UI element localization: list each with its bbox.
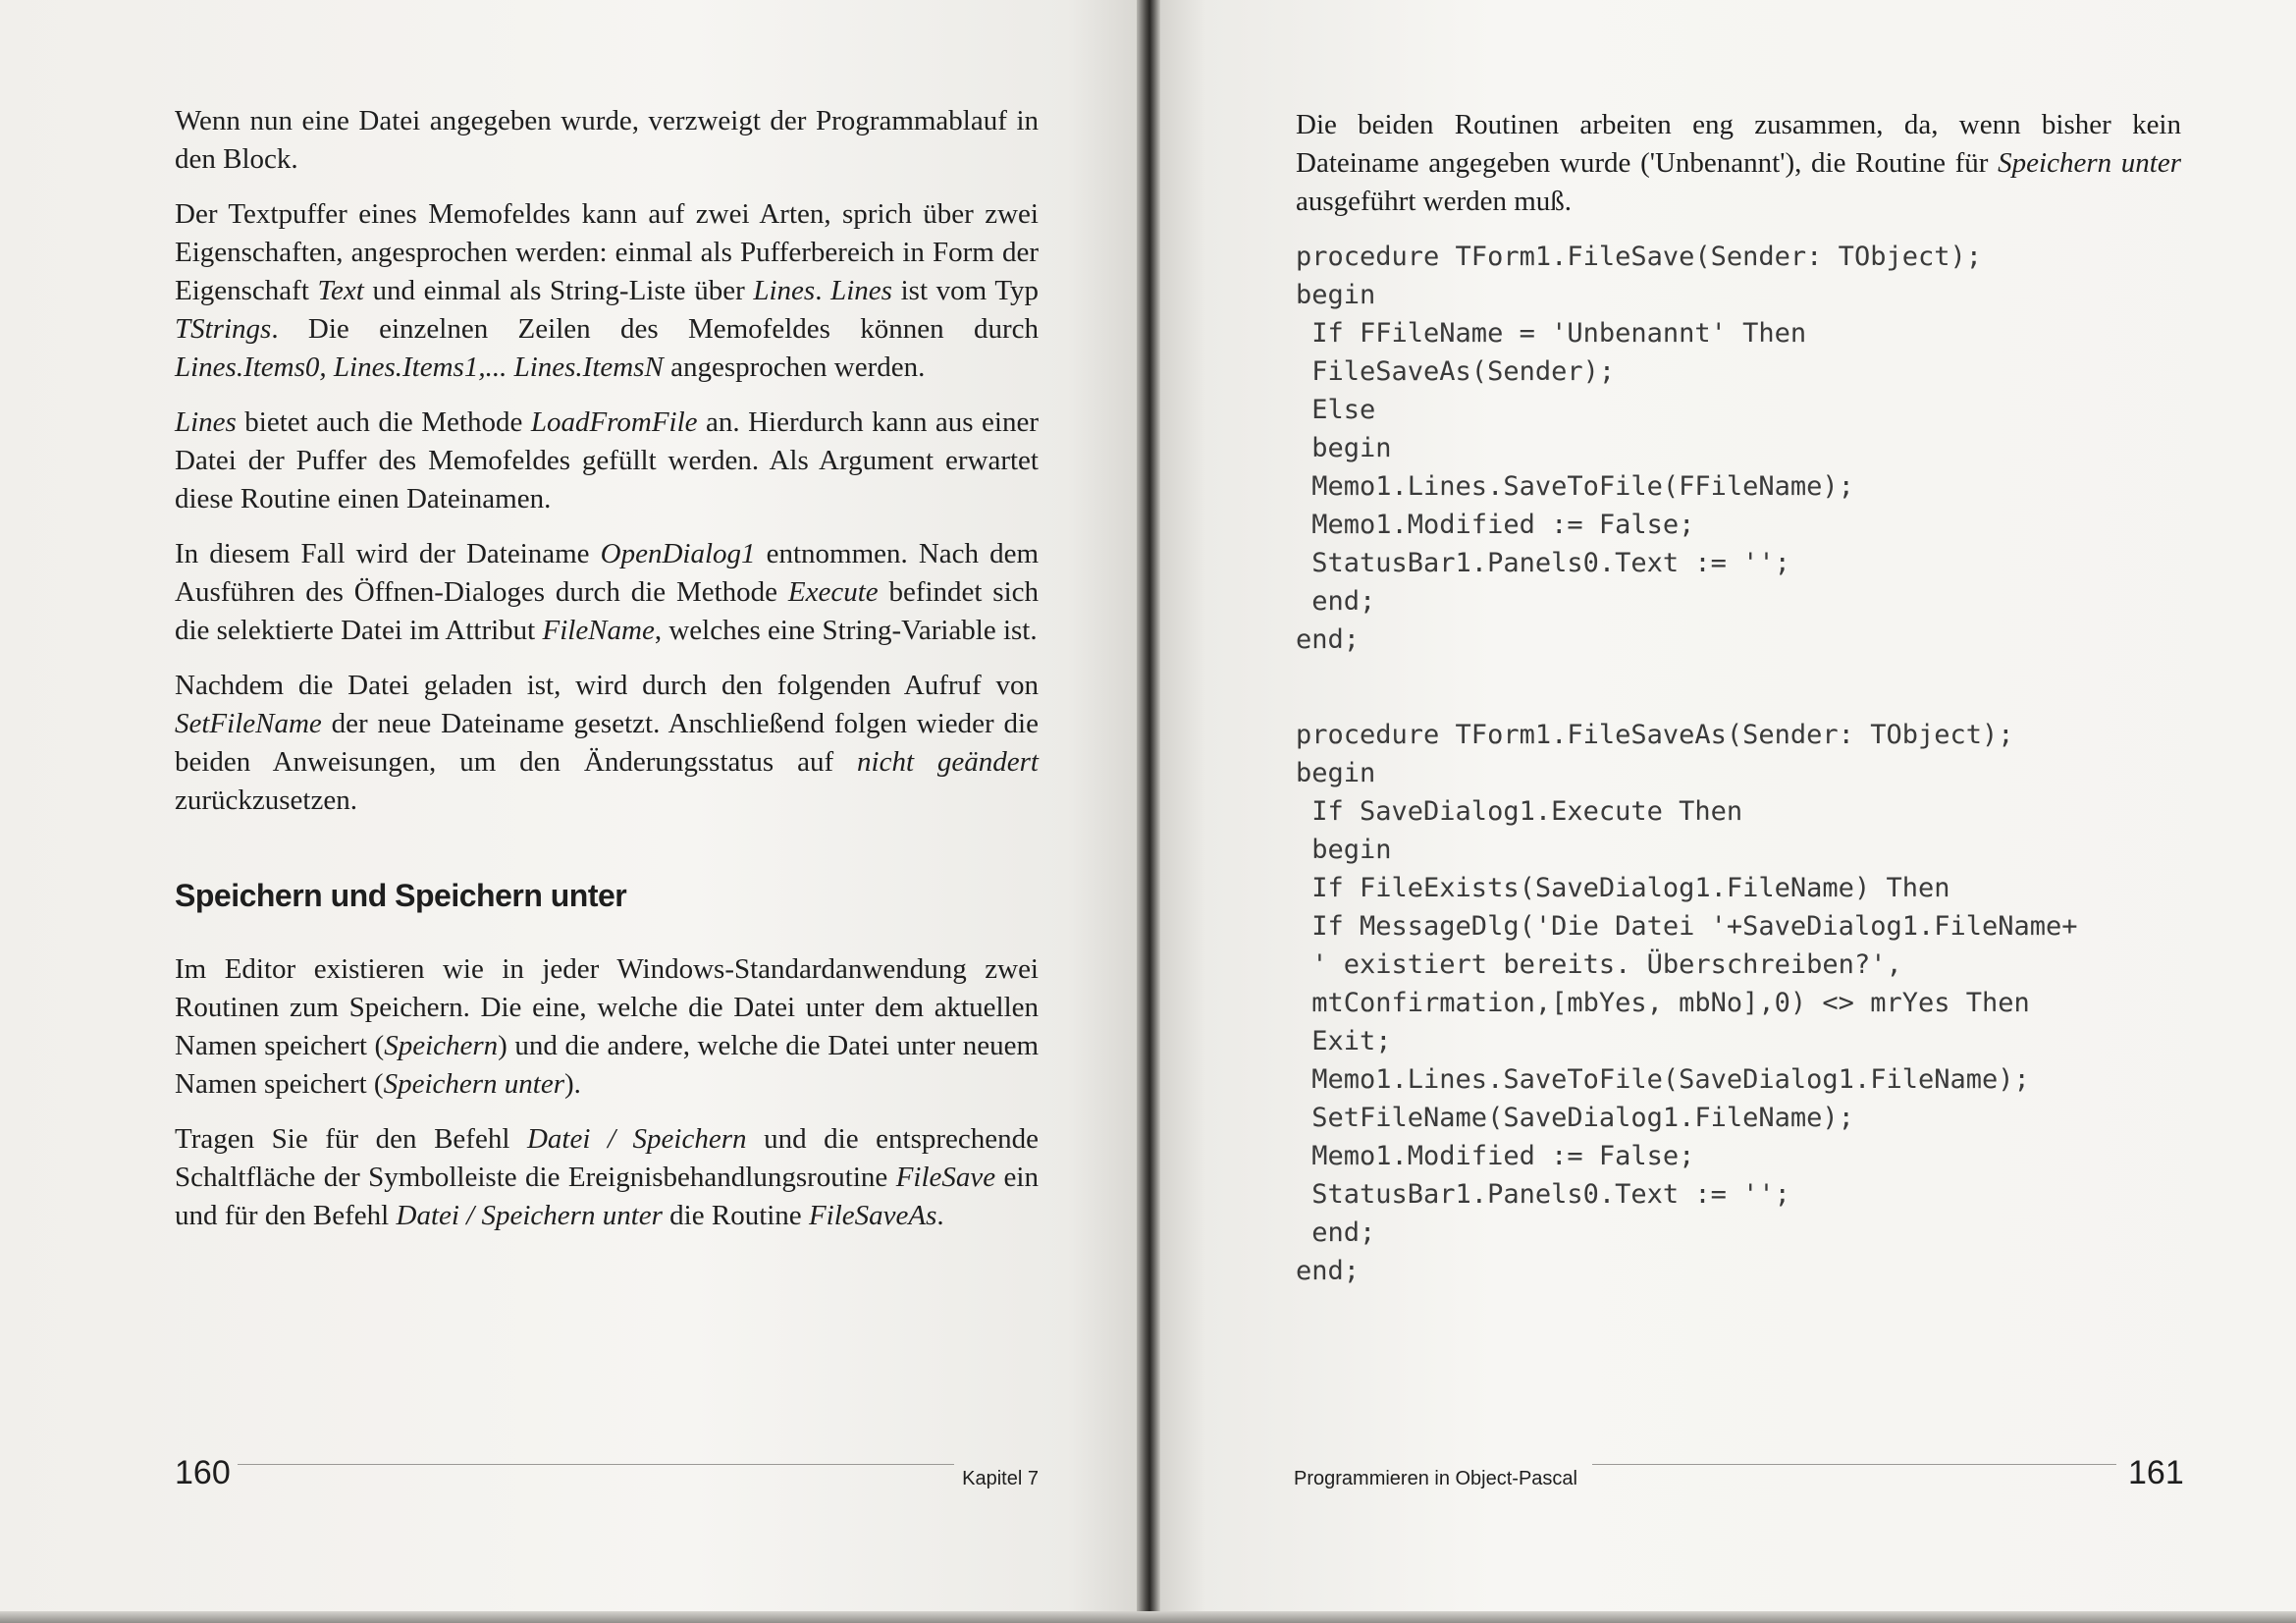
paragraph bbox=[175, 195, 1039, 387]
text-run: entnommen. Nach dem Ausführen des Öffnen-Dialoges durch die Methode bbox=[175, 538, 1040, 608]
paragraph bbox=[175, 950, 1039, 1104]
text-run: zurückzusetzen. bbox=[175, 784, 357, 816]
italic-term: Lines.Items0, Lines.Items1,... Lines.ItemsN bbox=[175, 352, 664, 383]
text-run: ) und die andere, welche die Datei unter neuem Namen speichert ( bbox=[175, 1030, 1039, 1100]
text-run: angesprochen werden. bbox=[663, 352, 926, 383]
italic-term: Lines bbox=[175, 406, 237, 438]
italic-term: OpenDialog1 bbox=[600, 538, 756, 569]
text-run: Tragen Sie für den Befehl bbox=[175, 1123, 527, 1155]
paragraph bbox=[1296, 106, 2181, 221]
book-gutter bbox=[1137, 0, 1160, 1623]
page-number-left: 160 bbox=[175, 1454, 231, 1491]
page-bottom-edge bbox=[0, 1611, 2296, 1623]
text-run: ausgeführt werden muß. bbox=[1296, 186, 1573, 217]
left-body-text bbox=[175, 102, 1039, 1252]
text-run: befindet sich die selektierte Datei im Attribut bbox=[175, 576, 1040, 646]
italic-term: FileSaveAs bbox=[808, 1200, 937, 1231]
text-run: die Routine bbox=[662, 1200, 809, 1231]
running-head-left: Kapitel 7 bbox=[962, 1468, 1039, 1489]
text-run: ). bbox=[564, 1068, 581, 1100]
code-listing-filesave: procedure TForm1.FileSave(Sender: TObject); begin If FFileName = 'Unbenannt' Then FileSaveAs(Sender); Else begin Memo1.Lines.SaveToFile(FFileName); Memo1.Modified := False; StatusBar1.Panels0.Text := ''; end; end; bbox=[1296, 242, 1982, 655]
italic-term: LoadFromFile bbox=[530, 406, 698, 438]
italic-term: Speichern unter bbox=[1998, 147, 2182, 179]
code-listing-filesaveas: procedure TForm1.FileSaveAs(Sender: TObject); begin If SaveDialog1.Execute Then begin If FileExists(SaveDialog1.FileName) Then If MessageDlg('Die Datei '+SaveDialog1.FileName+ ' existiert bereits. Überschreiben?', mtConfirmation,[mbYes, mbNo],0) <> mrYes Then Exit; Memo1.Lines.SaveToFile(SaveDialog1.FileName); SetFileName(SaveDialog1.FileName); Memo1.Modified := False; StatusBar1.Panels0.Text := ''; end; end; bbox=[1296, 720, 2078, 1286]
text-run: an. Hierdurch kann aus einer Datei der Puffer des Memofeldes gefüllt werden. Als Argument erwartet diese Routine einen Dateinamen. bbox=[175, 406, 1039, 514]
text-run: Die beiden Routinen arbeiten eng zusammen, da, wenn bisher kein Dateiname angegeben wurde ('Unbenannt'), die Routine für bbox=[1296, 109, 2181, 179]
italic-term: Lines bbox=[830, 275, 892, 306]
italic-term: SetFileName bbox=[175, 708, 322, 739]
text-run: Nachdem die Datei geladen ist, wird durch den folgenden Aufruf von bbox=[175, 670, 1039, 701]
text-run: ist vom Typ bbox=[891, 275, 1040, 306]
text-run: und einmal als String-Liste über bbox=[363, 275, 754, 306]
text-run: ein und für den Befehl bbox=[175, 1162, 1039, 1231]
paragraph bbox=[175, 535, 1039, 650]
footer-rule-left bbox=[238, 1464, 954, 1465]
italic-term: TStrings bbox=[175, 313, 272, 345]
text-run: . Die einzelnen Zeilen des Memofeldes können durch bbox=[271, 313, 1039, 345]
text-run: . bbox=[936, 1200, 944, 1231]
italic-term: Speichern bbox=[384, 1030, 499, 1061]
text-run: der neue Dateiname gesetzt. Anschließend folgen wieder die beiden Anweisungen, um den Änderungsstatus auf bbox=[175, 708, 1039, 778]
italic-term: nicht geändert bbox=[857, 746, 1039, 778]
text-run: . bbox=[815, 275, 831, 306]
italic-term: FileSave bbox=[895, 1162, 996, 1193]
text-run: , welches eine String-Variable ist. bbox=[654, 615, 1038, 646]
page-number-right: 161 bbox=[2128, 1454, 2184, 1491]
text-run: bietet auch die Methode bbox=[236, 406, 531, 438]
text-run: Im Editor existieren wie in jeder Windows-Standardanwendung zwei Routinen zum Speichern. Die eine, welche die Datei unter dem aktuellen Namen speichert ( bbox=[175, 953, 1039, 1061]
paragraph bbox=[175, 102, 1039, 179]
italic-term: Text bbox=[317, 275, 364, 306]
text-run: In diesem Fall wird der Dateiname bbox=[175, 538, 601, 569]
running-head-right: Programmieren in Object-Pascal bbox=[1294, 1468, 1577, 1489]
text-run: Der Textpuffer eines Memofeldes kann auf zwei Arten, sprich über zwei Eigenschaften, angesprochen werden: einmal als Pufferbereich in Form der Eigenschaft bbox=[175, 198, 1039, 306]
italic-term: Execute bbox=[787, 576, 879, 608]
section-heading: Speichern und Speichern unter bbox=[175, 878, 627, 913]
right-intro-text bbox=[1296, 106, 2181, 238]
paragraph bbox=[175, 1120, 1039, 1235]
text-run: und die entsprechende Schaltfläche der Symbolleiste die Ereignisbehandlungsroutine bbox=[175, 1123, 1040, 1193]
italic-term: FileName bbox=[542, 615, 655, 646]
italic-term: Datei / Speichern unter bbox=[396, 1200, 663, 1231]
paragraph bbox=[175, 404, 1039, 518]
text-run: Wenn nun eine Datei angegeben wurde, verzweigt der Programmablauf in den Block. bbox=[175, 105, 1039, 175]
italic-term: Speichern unter bbox=[383, 1068, 564, 1100]
footer-rule-right bbox=[1592, 1464, 2116, 1465]
paragraph bbox=[175, 667, 1039, 820]
italic-term: Lines bbox=[753, 275, 816, 306]
italic-term: Datei / Speichern bbox=[526, 1123, 747, 1155]
